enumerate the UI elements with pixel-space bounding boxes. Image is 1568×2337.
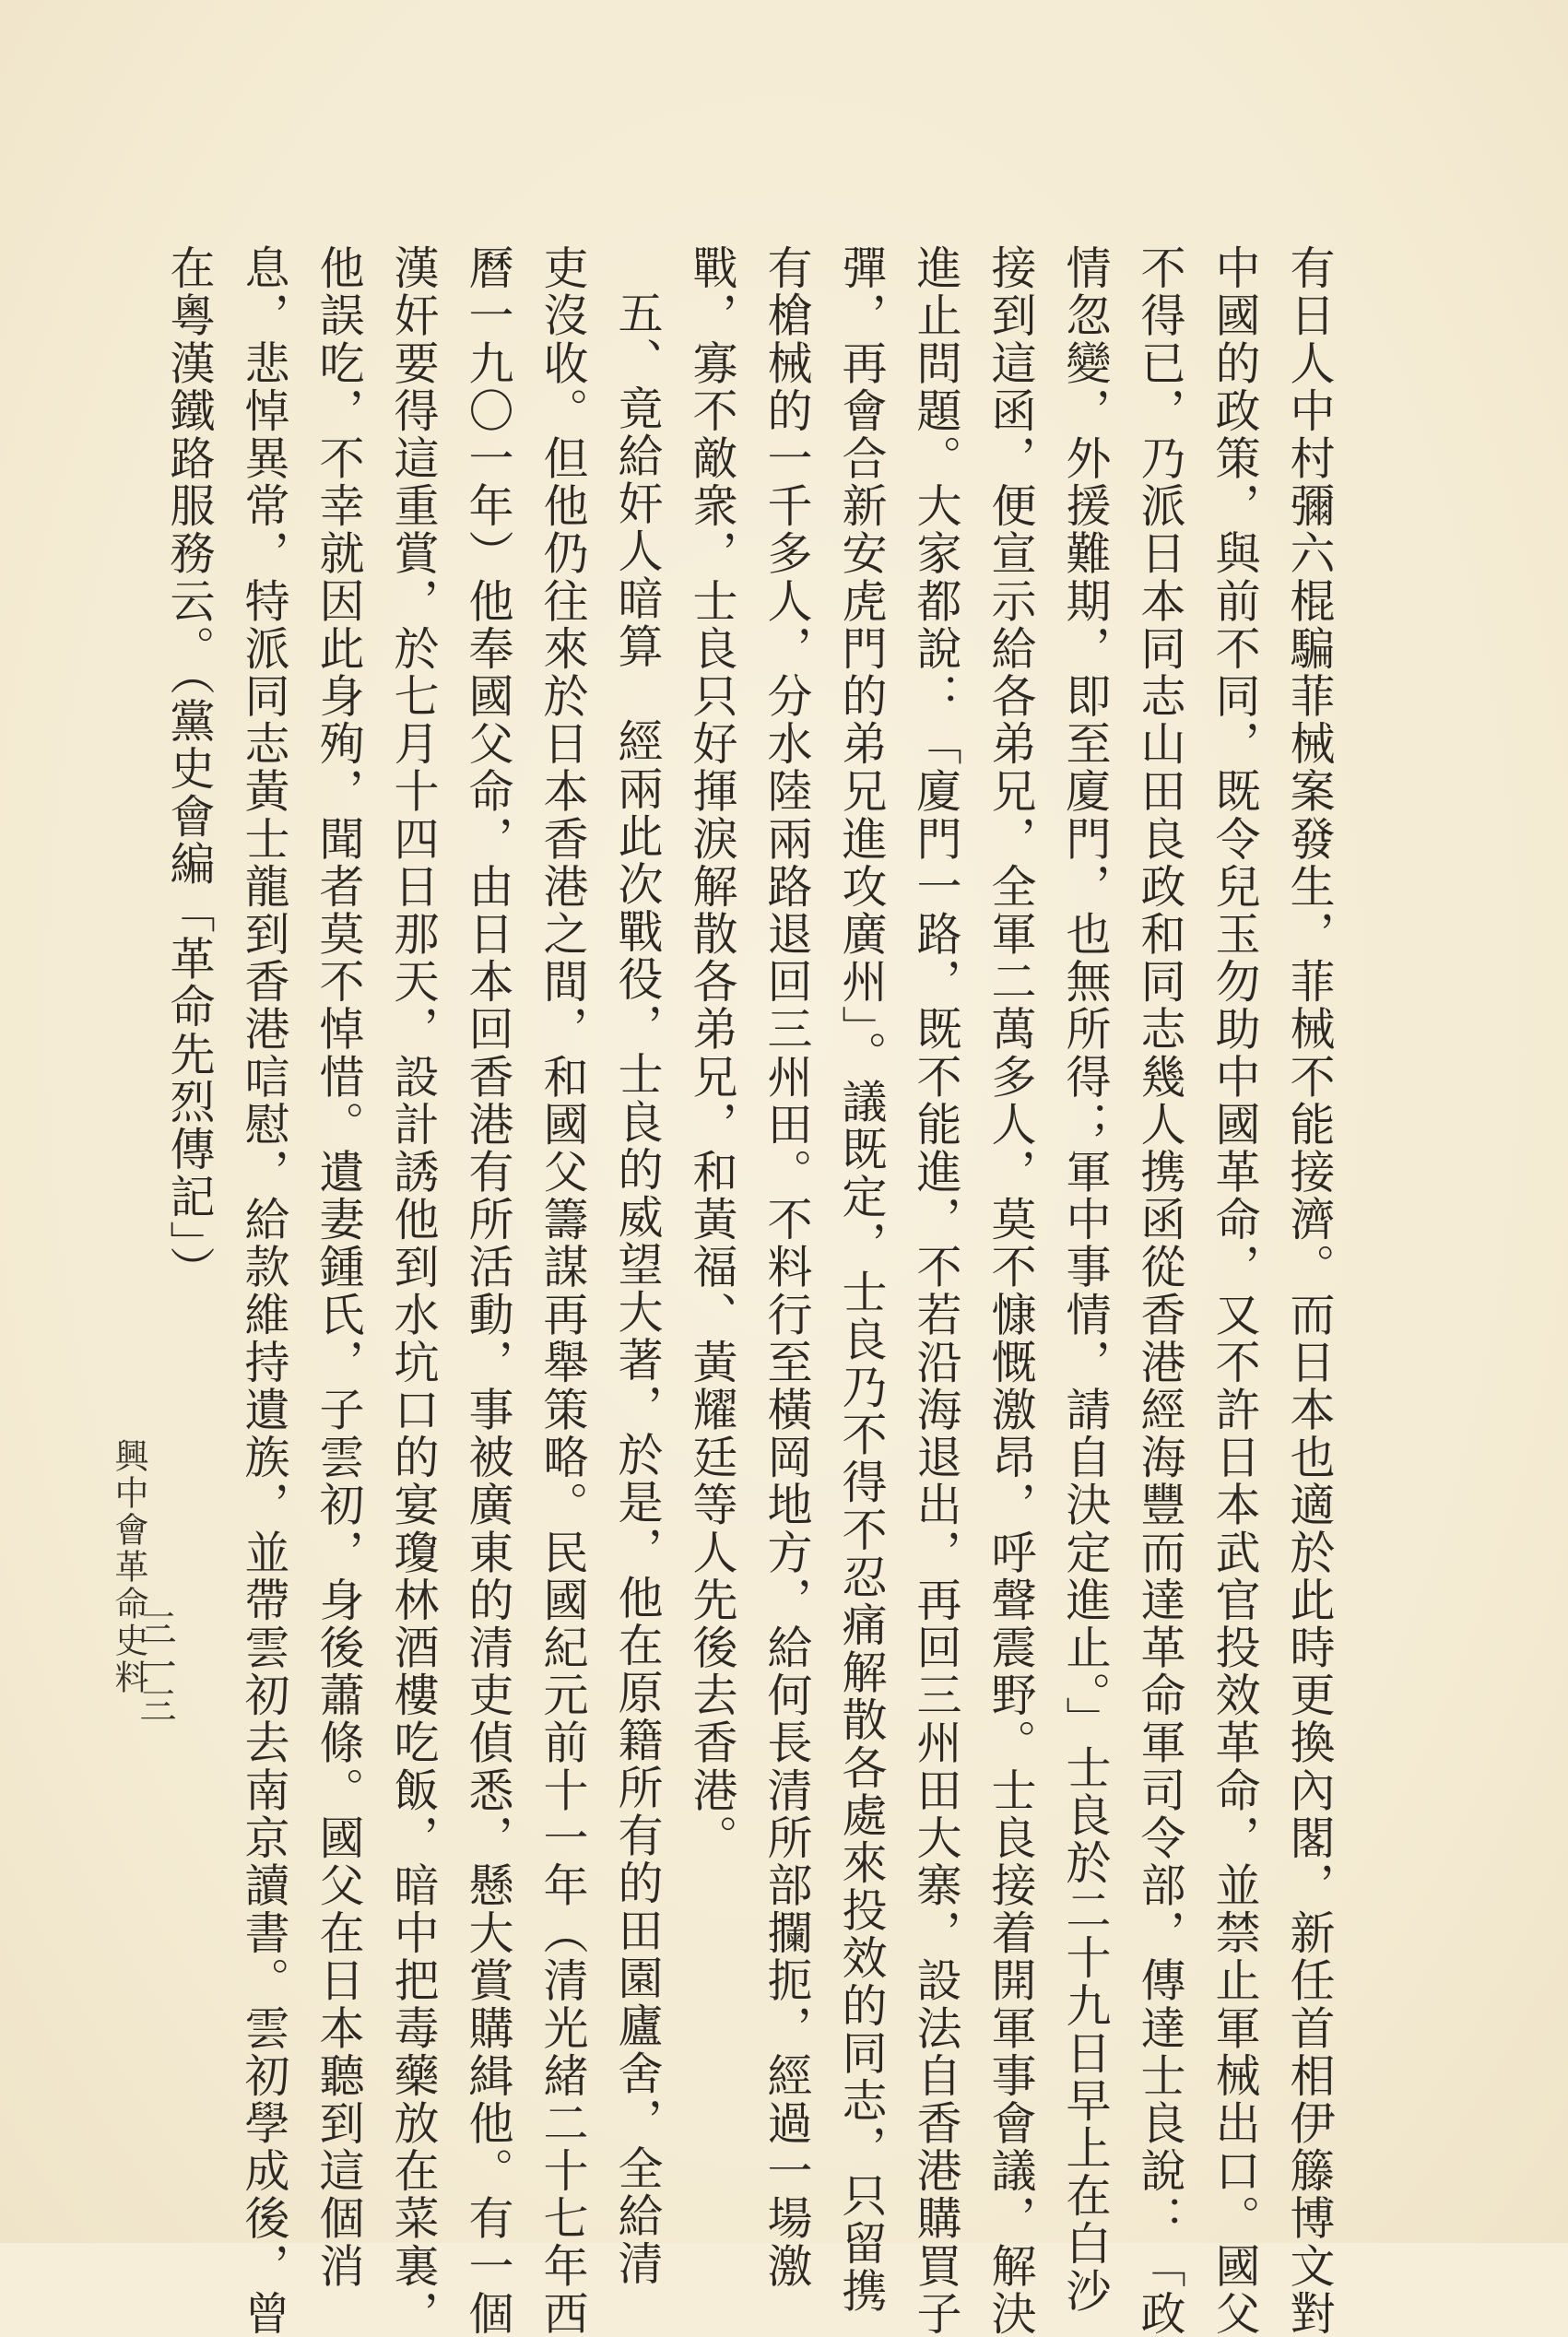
text-column: 彈，再會合新安虎門的弟兄進攻廣州」。議既定，士良乃不得不忍痛解散各處來投效的同志，只留携: [835, 244, 888, 2315]
text-column: 有日人中村彌六棍騙菲械案發生，菲械不能接濟。而日本也適於此時更換內閣，新任首相伊籐博文對: [1283, 244, 1336, 2337]
body-text: [152, 244, 1347, 2337]
text-column: 不得已，乃派日本同志山田良政和同志幾人携函從香港經海豐而達革命軍司令部，傳達士良說：「政: [1134, 244, 1186, 2337]
text-column: 漢奸要得這重賞，於七月十四日那天，設計誘他到水坑口的宴瓊林酒樓吃飯，暗中把毒藥放在菜裏，: [387, 244, 440, 2337]
text-column: 他誤吃，不幸就因此身殉，聞者莫不悼惜。遺妻鍾氏，子雲初，身後蕭條。國父在日本聽到這個消: [312, 244, 365, 2290]
text-column: 有槍械的一千多人，分水陸兩路退回三州田。不料行至橫岡地方，給何長清所部攔扼，經過一場激: [760, 244, 813, 2290]
text-column: 進止問題。大家都說：「廈門一路，既不能進，不若沿海退出，再回三州田大寨，設法自香港購買子: [910, 244, 962, 2337]
text-column: 情忽變，外援難期，即至廈門，也無所得；軍中事情，請自決定進止。」士良於二十九日早上在白沙: [1059, 244, 1112, 2315]
text-column: 接到這函，便宣示給各弟兄，全軍二萬多人，莫不慷慨激昂，呼聲震野。士良接着開軍事會議，解決: [984, 244, 1037, 2337]
text-column: 吏沒收。但他仍往來於日本香港之間，和國父籌謀再舉策略。民國紀元前十一年（清光緒二十七年西: [536, 244, 589, 2337]
page-number: 三一三: [134, 1609, 176, 1725]
text-column: 中國的政策，與前不同，既令兒玉勿助中國革命，又不許日本武官投效革命，並禁止軍械出口。國父: [1208, 244, 1261, 2337]
text-column: 在粵漢鐵路服務云。（黨史會編「革命先烈傳記」）: [163, 244, 216, 1293]
section-heading-column: 五、竟給奸人暗算 經兩此次戰役，士良的威望大著，於是，他在原籍所有的田園廬舍，全給清: [611, 289, 664, 2288]
text-column: 曆一九〇一年）他奉國父命，由日本回香港有所活動，事被廣東的清吏偵悉，懸大賞購緝他。有一個: [462, 244, 514, 2337]
text-column: 戰，寡不敵衆，士良只好揮淚解散各弟兄，和黃福、黃耀廷等人先後去香港。: [686, 244, 738, 1862]
text-column: 息，悲悼異常，特派同志黃士龍到香港唁慰，給款維持遺族，並帶雲初去南京讀書。雲初學成後，曾: [238, 244, 290, 2337]
running-title: 興中會革命史料: [109, 1438, 148, 1696]
